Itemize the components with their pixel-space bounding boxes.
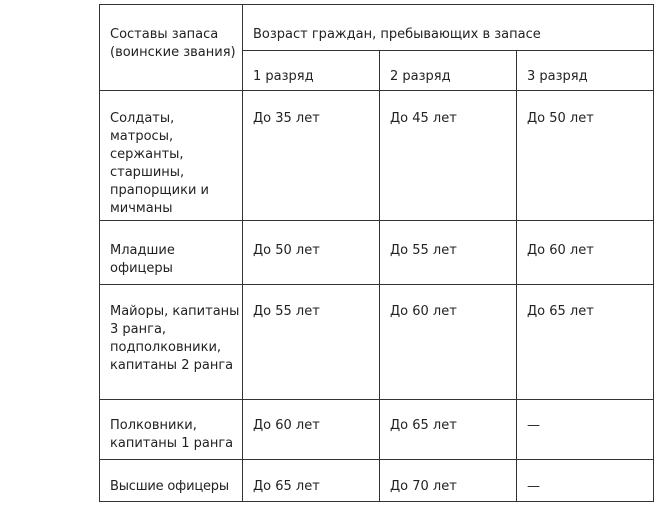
- row-rank-1-age: До 50 лет: [253, 243, 320, 258]
- header-composition: Составы запаса (воинские звания): [110, 27, 236, 60]
- table-border-left: [99, 4, 100, 502]
- row-rank-2-age: До 65 лет: [390, 418, 457, 433]
- row-rank-3-age: До 60 лет: [527, 243, 594, 258]
- row-composition: Полковники, капитаны 1 ранга: [110, 418, 234, 451]
- header-rank-2: 2 разряд: [390, 69, 451, 84]
- row-rank-2-age: До 45 лет: [390, 111, 457, 126]
- row-rank-2-age: До 55 лет: [390, 243, 457, 258]
- row-rank-3-age: До 65 лет: [527, 304, 594, 319]
- row-composition: Майоры, капитаны 3 ранга, подполковники, капитаны 2 ранга: [110, 304, 240, 373]
- row-rank-1-age: До 65 лет: [253, 479, 320, 494]
- row-composition: Солдаты, матросы, сержанты, старшины, прапорщики и мичманы: [110, 111, 209, 216]
- row-composition: Высшие офицеры: [110, 479, 229, 494]
- header-age-group: Возраст граждан, пребывающих в запасе: [253, 27, 541, 42]
- row-rank-1-age: До 55 лет: [253, 304, 320, 319]
- row-rank-3-age: —: [527, 479, 540, 494]
- row-divider: [99, 220, 654, 221]
- row-rank-2-age: До 60 лет: [390, 304, 457, 319]
- header-subdivider: [242, 50, 654, 51]
- row-divider: [99, 459, 654, 460]
- table-border-right: [653, 4, 654, 502]
- column-divider: [379, 50, 380, 502]
- row-divider: [99, 284, 654, 285]
- table-border-top: [99, 4, 654, 5]
- header-rank-1: 1 разряд: [253, 69, 314, 84]
- reserve-age-table: [99, 4, 654, 502]
- table-border-bottom: [99, 501, 654, 502]
- row-composition: Младшие офицеры: [110, 243, 175, 276]
- row-rank-3-age: —: [527, 418, 540, 433]
- row-rank-1-age: До 35 лет: [253, 111, 320, 126]
- row-rank-1-age: До 60 лет: [253, 418, 320, 433]
- column-divider: [242, 4, 243, 502]
- header-rank-3: 3 разряд: [527, 69, 588, 84]
- row-rank-2-age: До 70 лет: [390, 479, 457, 494]
- row-divider: [99, 399, 654, 400]
- row-rank-3-age: До 50 лет: [527, 111, 594, 126]
- column-divider: [516, 50, 517, 502]
- header-bottom-border: [99, 90, 654, 91]
